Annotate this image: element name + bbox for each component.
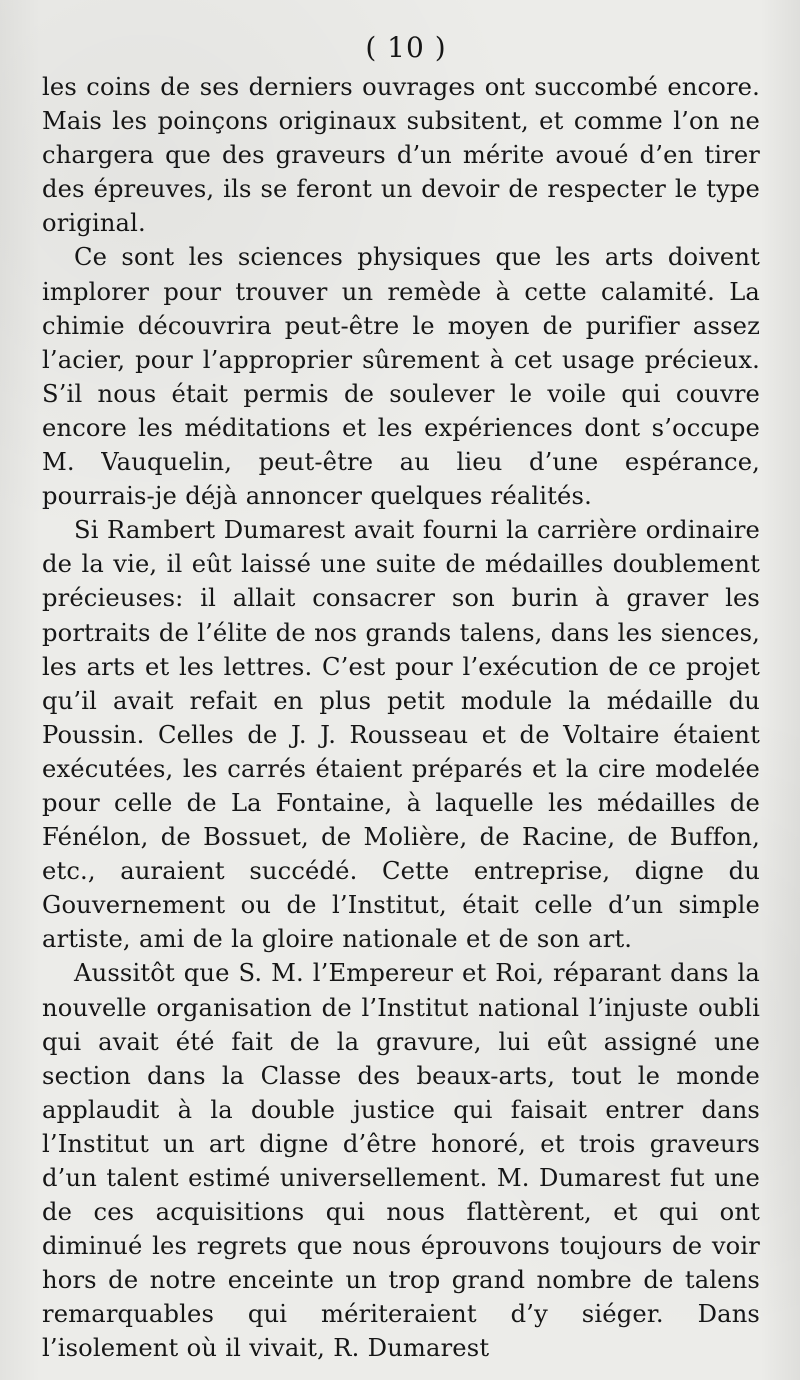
paragraph-sciences-physiques: Ce sont les sciences physiques que les arts doivent implorer pour trouver un remède à cette calamité. La chimie découvrira peut-être le moyen de purifier assez l’acier, pour l’approprier sûrement à cet usage précieux. S’il nous était permis de soulever le voile qui couvre encore les méditations et les expériences dont s’occupe M. Vauquelin, peut-être au lieu d’une espérance, pourrais-je déjà annoncer quelques réalités. bbox=[42, 243, 760, 511]
paragraph-rambert-dumarest: Si Rambert Dumarest avait fourni la carrière ordinaire de la vie, il eût laissé une suite de médailles doublement précieuses: il allait consacrer son burin à graver les portraits de l’élite de nos grands talens, dans les siences, les arts et les lettres. C’est pour l’exécution de ce projet qu’il avait refait en plus petit module la médaille du Poussin. Celles de J. J. Rousseau et de Voltaire étaient exécutées, les carrés étaient préparés et la cire modelée pour celle de La Fontaine, à laquelle les médailles de Fénélon, de Bossuet, de Molière, de Racine, de Buffon, etc., auraient succédé. Cette entreprise, digne du Gouvernement ou de l’Institut, était celle d’un simple artiste, ami de la gloire nationale et de son art. bbox=[42, 516, 760, 954]
paragraph-continuation: les coins de ses derniers ouvrages ont succombé encore. Mais les poinçons originaux subsitent, et comme l’on ne chargera que des graveurs d’un mérite avoué d’en tirer des épreuves, ils se feront un devoir de respecter le type original. bbox=[42, 73, 760, 238]
page-number: ( 10 ) bbox=[365, 31, 447, 64]
paragraph-institut: Aussitôt que S. M. l’Empereur et Roi, réparant dans la nouvelle organisation de l’Institut national l’injuste oubli qui avait été fait de la gravure, lui eût assigné une section dans la Classe des beaux-arts, tout le monde applaudit à la double justice qui faisait entrer dans l’Institut un art digne d’être honoré, et trois graveurs d’un talent estimé universellement. M. Dumarest fut une de ces acquisitions qui nous flattèrent, et qui ont diminué les regrets que nous éprouvons toujours de voir hors de notre enceinte un trop grand nombre de talens remarquables qui mériteraient d’y siéger. Dans l’isolement où il vivait, R. Dumarest bbox=[42, 959, 760, 1363]
body-text bbox=[42, 70, 760, 1366]
